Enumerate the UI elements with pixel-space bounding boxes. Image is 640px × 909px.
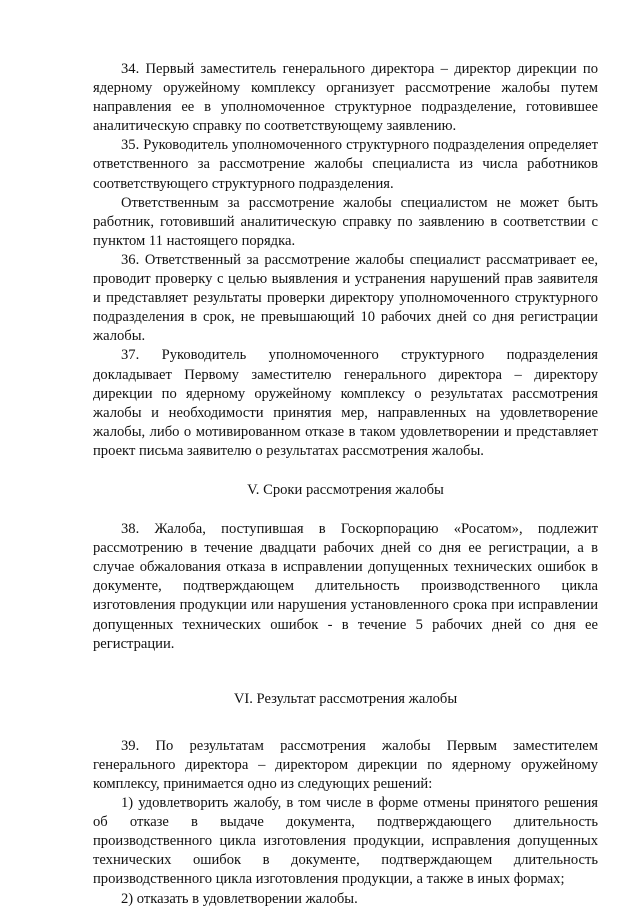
decision-option-1: 1) удовлетворить жалобу, в том числе в форме отмены принятого решения об отказе в выдаче документа, подтверждающего длительность производственного цикла изготовления продукции, исправления допущенных технических ошибок в документе, подтверждающем длительность производственного цикла изготовления продукции, а также в иных формах; [93,795,598,888]
decision-option-2: 2) отказать в удовлетворении жалобы. [121,890,358,907]
paragraph-35: 35. Руководитель уполномоченного структурного подразделения определяет ответственного за рассмотрение жалобы специалиста из числа работников соответствующего структурного подразделения. [93,137,598,192]
paragraph-35-note: Ответственным за рассмотрение жалобы специалистом не может быть работник, готовивший аналитическую справку по заявлению в соответствии с пунктом 11 настоящего порядка. [93,194,598,249]
paragraph-36: 36. Ответственный за рассмотрение жалобы специалист рассматривает ее, проводит проверку с целью выявления и устранения нарушений прав заявителя и представляет результаты проверки директору уполномоченного структурного подразделения в срок, не превышающий 10 рабочих дней со дня регистрации жалобы. [93,251,598,345]
section-6-heading: VI. Результат рассмотрения жалобы [233,690,458,707]
paragraph-37: 37. Руководитель уполномоченного структурного подразделения докладывает Первому заместителю генерального директора – директору дирекции по ядерному оружейному комплексу о результатах рассмотрения жалобы и необходимости принятия мер, направленных на удовлетворение жалобы, либо о мотивированном отказе в таком удовлетворении и представляет проект письма заявителю о результатах рассмотрения жалобы. [93,347,598,459]
document-page [93,60,598,909]
paragraph-38: 38. Жалоба, поступившая в Госкорпорацию «Росатом», подлежит рассмотрению в течение двадцати рабочих дней со дня ее регистрации, а в случае обжалования отказа в исправлении допущенных технических ошибок в документе, подтверждающем длительность производственного цикла изготовления продукции или нарушения установленного срока при исправлении допущенных технических ошибок - в течение 5 рабочих дней со дня ее регистрации. [93,521,598,652]
section-5-heading: V. Сроки рассмотрения жалобы [247,481,444,498]
paragraph-34: 34. Первый заместитель генерального директора – директор дирекции по ядерному оружейному комплексу организует рассмотрение жалобы путем направления ее в уполномоченное структурное подразделение, готовившее аналитическую справку по соответствующему заявлению. [93,61,598,135]
paragraph-39: 39. По результатам рассмотрения жалобы Первым заместителем генерального директора – директором дирекции по ядерному оружейному комплексу, принимается одно из следующих решений: [93,737,598,792]
